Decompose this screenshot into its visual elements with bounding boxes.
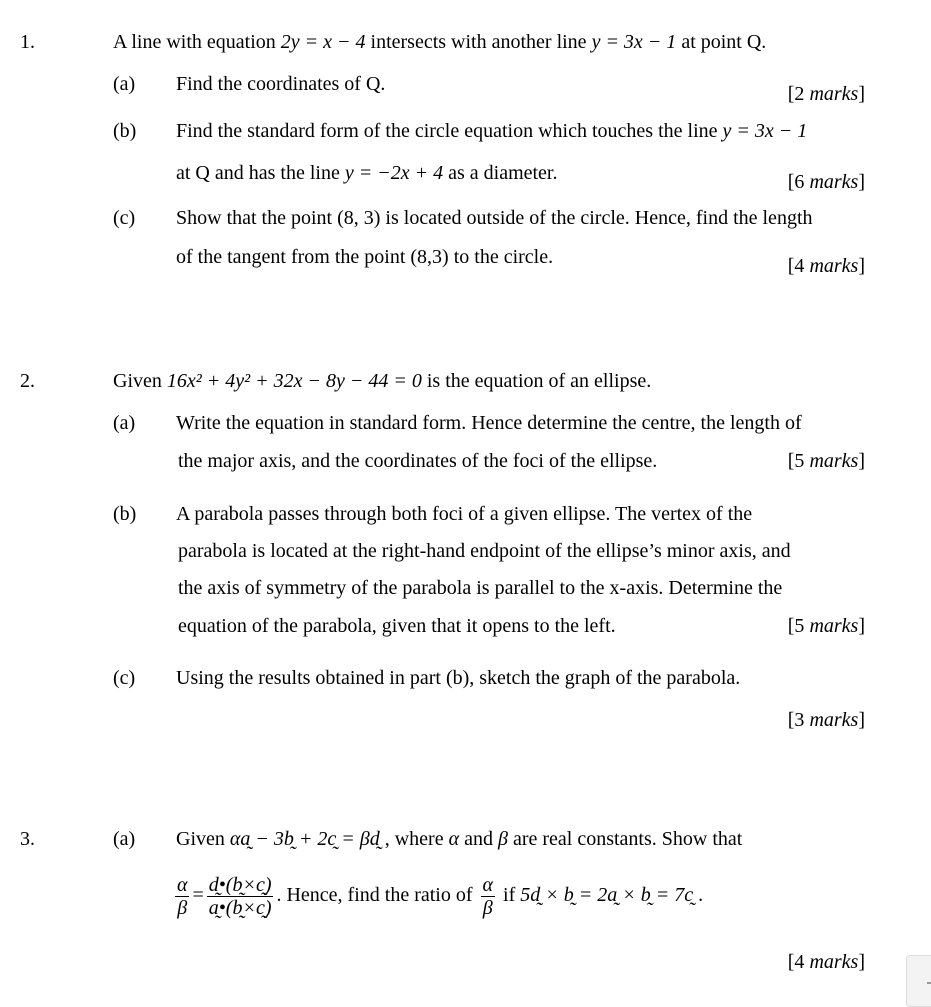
q2b-text1: A parabola passes through both foci of a given ellipse. The vertex of the <box>176 503 753 525</box>
q2a-text2: the major axis, and the coordinates of the foci of the ellipse. <box>178 450 658 472</box>
q2a-label: (a) <box>113 412 136 434</box>
q1c-text2: of the tangent from the point (8,3) to the circle. <box>176 246 554 268</box>
q3a-text2: $\frac{\alpha}{\beta}$ = $\frac{d̰•(b̰\times c̰)}{a̰•(b̰\times c̰)}$ . Hence, find the ratio of $\frac{\alpha}{\beta}$ if 5d̰ × b̰ = 2a̰ × b̰ = 7c̰ . <box>177 874 704 919</box>
minus-icon <box>927 982 931 984</box>
q1c-marks: [4 marks] <box>787 255 865 277</box>
q3a-label: (a) <box>113 828 136 850</box>
q3a-marks: [4 marks] <box>787 951 865 973</box>
q1-number: 1. <box>20 31 35 53</box>
alpha-over-beta-fraction: $\frac{\alpha}{\beta}$ <box>177 874 188 919</box>
q2c-text: Using the results obtained in part (b), sketch the graph of the parabola. <box>176 667 741 689</box>
q1a-label: (a) <box>113 73 136 95</box>
q2b-text3: the axis of symmetry of the parabola is parallel to the x-axis. Determine the <box>178 577 783 599</box>
q2c-marks: [3 marks] <box>787 709 865 731</box>
q1b-marks: [6 marks] <box>787 171 865 193</box>
q1a-marks: [2 marks] <box>787 83 865 105</box>
q2-number: 2. <box>20 370 35 392</box>
q1-stem: A line with equation 2y = x − 4 intersects with another line y = 3x − 1 at point Q. <box>113 31 767 53</box>
q2-stem: Given 16x² + 4y² + 32x − 8y − 44 = 0 is the equation of an ellipse. <box>113 370 652 392</box>
ratio-fraction: $\frac{\alpha}{\beta}$ <box>482 874 494 919</box>
q2b-text2: parabola is located at the right-hand endpoint of the ellipse’s minor axis, and <box>178 540 791 562</box>
q1b-text1: Find the standard form of the circle equation which touches the line y = 3x − 1 <box>176 120 808 142</box>
scroll-widget[interactable] <box>906 955 931 1007</box>
q3-number: 3. <box>20 828 35 850</box>
q2b-marks: [5 marks] <box>787 615 865 637</box>
q2a-marks: [5 marks] <box>787 450 865 472</box>
q1b-text2: at Q and has the line y = −2x + 4 as a diameter. <box>176 162 558 184</box>
triple-product-fraction: $\frac{d̰•(b̰\times c̰)}{a̰•(b̰\times c̰)}$ <box>208 874 272 919</box>
q2b-label: (b) <box>113 503 137 525</box>
q2a-text1: Write the equation in standard form. Hence determine the centre, the length of <box>176 412 802 434</box>
q2c-label: (c) <box>113 667 136 689</box>
q3a-text1: Given αa̰ − 3b̰ + 2c̰ = βd̰ , where α and β are real constants. Show that <box>176 828 743 850</box>
q1c-text1: Show that the point (8, 3) is located outside of the circle. Hence, find the length <box>176 207 813 229</box>
q1c-label: (c) <box>113 207 136 229</box>
q2b-text4: equation of the parabola, given that it opens to the left. <box>178 615 616 637</box>
q1a-text: Find the coordinates of Q. <box>176 73 386 95</box>
q1b-label: (b) <box>113 120 137 142</box>
